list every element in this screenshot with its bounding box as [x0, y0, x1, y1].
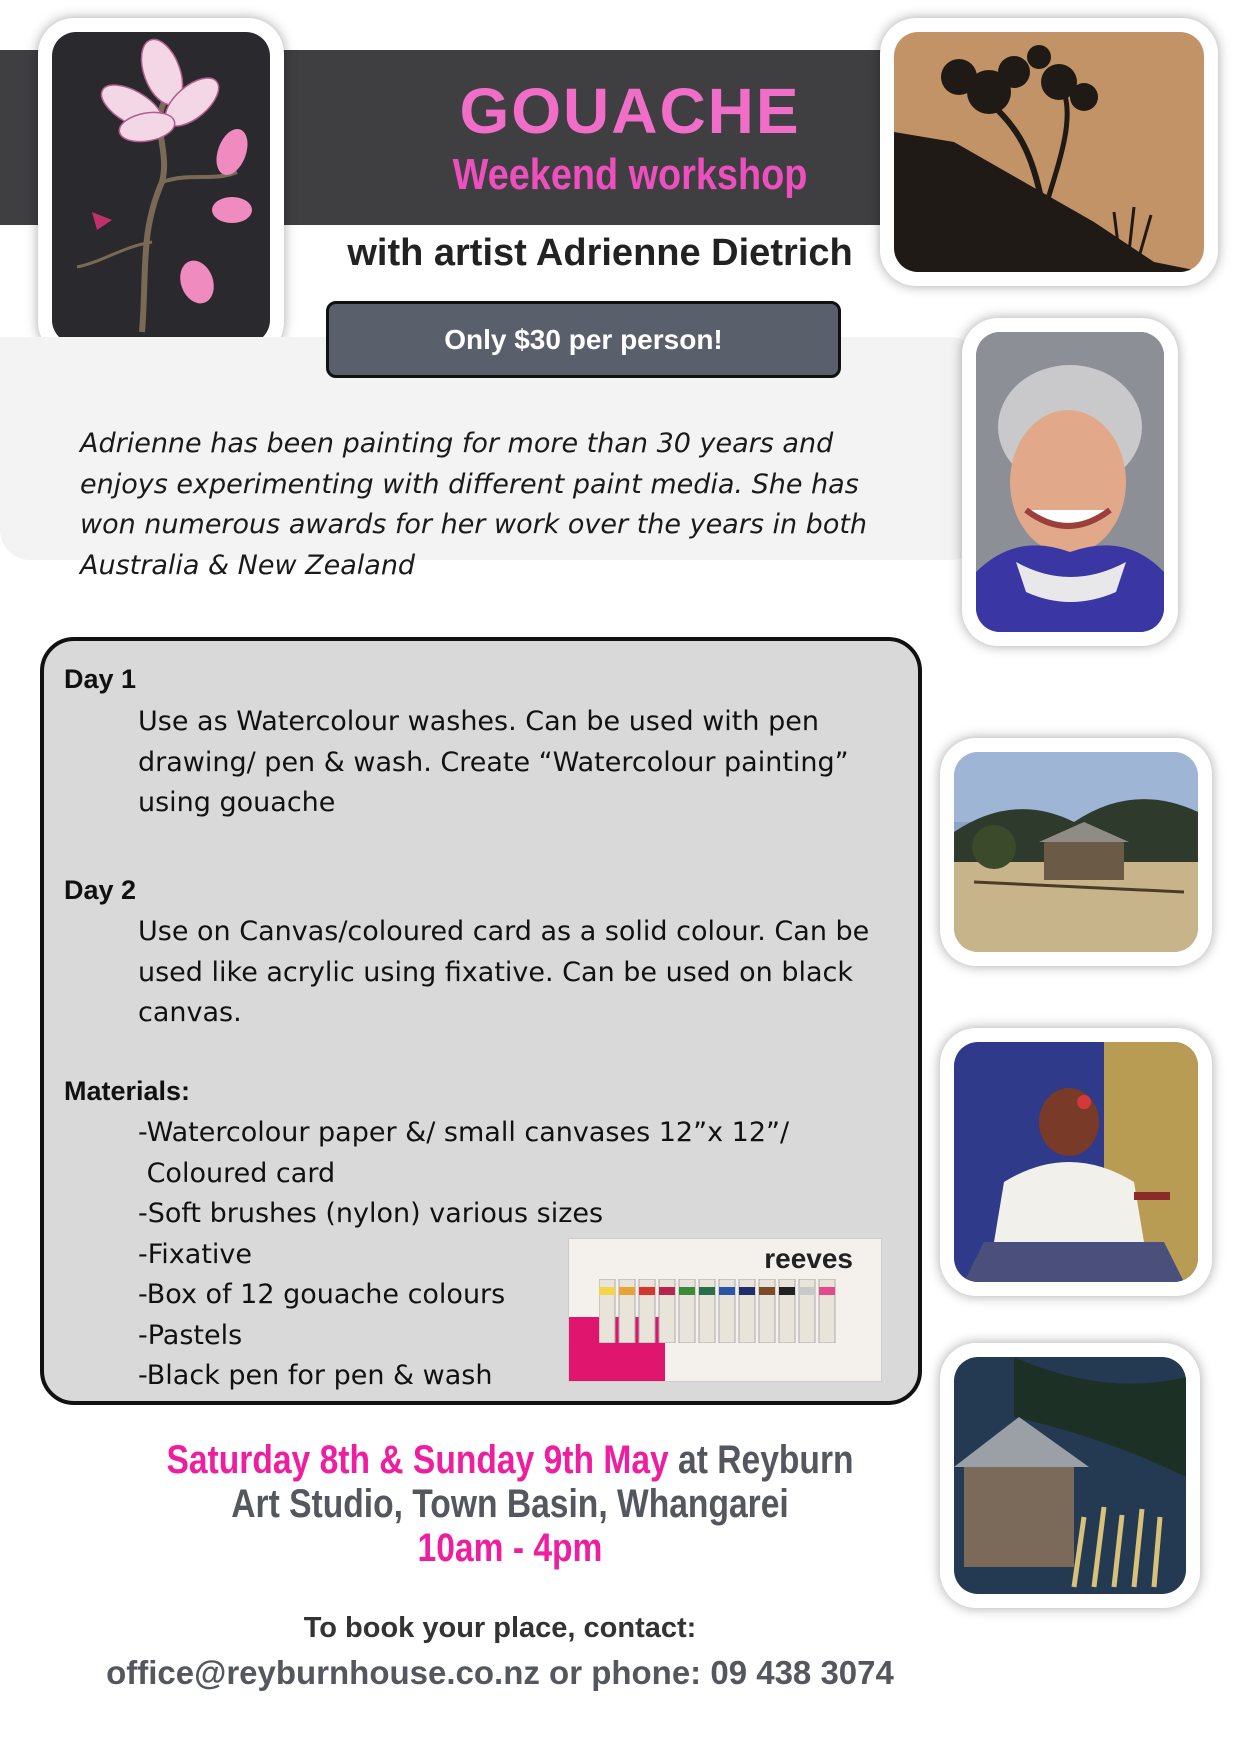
day-1-line: Use as Watercolour washes. Can be used with pen — [138, 706, 819, 737]
price-badge — [326, 301, 841, 378]
day-2-line: used like acrylic using fixative. Can be used on black — [138, 956, 853, 988]
event-venue-part1: at Reyburn — [668, 1438, 854, 1482]
day-2-description — [138, 912, 869, 1034]
artist-portrait-frame — [962, 318, 1178, 646]
day-1-description — [138, 702, 849, 824]
day-1-heading: Day 1 — [64, 664, 137, 694]
workshop-subtitle: Weekend workshop — [452, 150, 808, 199]
day-1-line: using gouache — [138, 787, 336, 818]
product-brand-label: reeves — [764, 1243, 853, 1274]
artist-bio: Adrienne has been painting for more than 30 years and enjoys experimenting with different paint media. She has won numerous awards for her work over the years in both Australia & New Zealand — [80, 428, 868, 581]
material-item: -Watercolour paper &/ small canvases 12”x 12”/ — [138, 1117, 790, 1148]
material-item: -Pastels — [138, 1319, 243, 1351]
event-dates-venue — [140, 1438, 879, 1483]
day-2-heading: Day 2 — [64, 875, 137, 905]
day-1-line: drawing/ pen & wash. Create “Watercolour painting” — [138, 746, 849, 778]
material-item: -Black pen for pen & wash — [138, 1360, 493, 1391]
contact-details: office@reyburnhouse.co.nz or phone: 09 438 3074 — [106, 1654, 894, 1691]
woman-painting-frame — [940, 1028, 1212, 1296]
material-item: -Soft brushes (nylon) various sizes — [138, 1198, 604, 1229]
price-label: Only $30 per person! — [444, 323, 723, 355]
event-time: 10am - 4pm — [417, 1526, 603, 1570]
woman-painting — [954, 1042, 1198, 1282]
material-item: -Fixative — [138, 1238, 253, 1270]
farm-painting-frame — [940, 738, 1212, 966]
day-2-line: Use on Canvas/coloured card as a solid colour. Can be — [138, 916, 870, 947]
workshop-title: GOUACHE — [459, 75, 801, 147]
shed-painting-frame — [940, 1343, 1200, 1608]
material-item: Coloured card — [138, 1157, 336, 1189]
magnolia-painting-frame — [38, 18, 284, 358]
booking-label: To book your place, contact: — [303, 1612, 697, 1644]
paint-tubes-icon — [599, 1279, 849, 1343]
materials-heading: Materials: — [64, 1076, 191, 1106]
shed-painting — [954, 1357, 1186, 1594]
artist-portrait-photo — [976, 332, 1164, 632]
gouache-product-box — [568, 1238, 882, 1382]
artist-line: with artist Adrienne Dietrich — [347, 232, 853, 274]
tree-silhouette-painting — [894, 32, 1204, 272]
event-dates: Saturday 8th & Sunday 9th May — [166, 1438, 669, 1482]
farm-painting — [954, 752, 1198, 952]
day-2-line: canvas. — [138, 997, 242, 1028]
magnolia-painting — [52, 32, 270, 344]
material-item: -Box of 12 gouache colours — [138, 1279, 506, 1310]
tree-painting-frame — [880, 18, 1218, 286]
event-venue: Art Studio, Town Basin, Whangarei — [231, 1482, 789, 1526]
